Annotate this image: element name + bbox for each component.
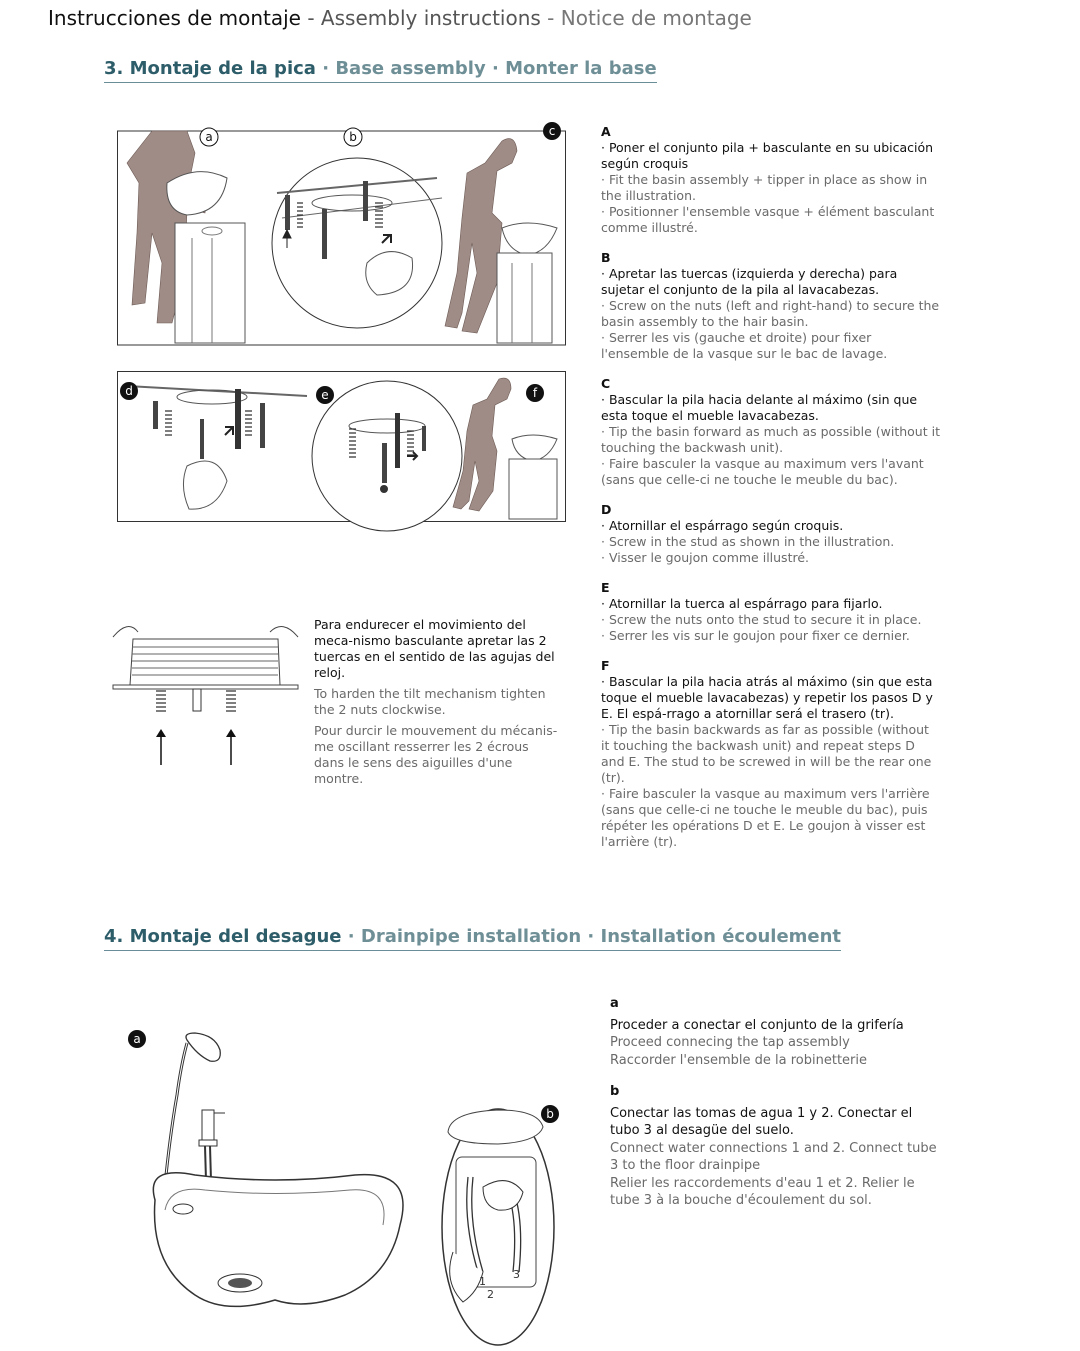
step-f-letter: F [601,658,610,673]
section3-title-primary: 3. Montaje de la pica [104,58,316,79]
tube-label-2: 2 [487,1288,494,1301]
section4-title-secondary: · Drainpipe installation · Installation écoulement [347,926,842,947]
step-e-en: · Screw the nuts onto the stud to secure it in place. [601,612,922,627]
step-d-en: · Screw in the stud as shown in the illustration. [601,534,895,549]
step-e-es: · Atornillar la tuerca al espárrago para fijarlo. [601,596,883,611]
drain-step-a [610,995,940,1069]
figure-label-c-text: c [548,124,556,138]
cabinet-a [175,223,245,343]
step-c-es: · Bascular la pila hacia delante al máximo (sin que esta toque el mueble lavacabezas. [601,392,918,423]
figure-label-d [120,382,138,400]
header-title-en: - Assembly instructions [307,6,541,30]
note-es: Para endurecer el movimiento del meca-nismo basculante apretar las 2 tuercas en el sentido de las agujas del reloj. [314,617,555,680]
step-a [601,124,941,236]
figure-def [117,371,567,526]
figure-label-f-text: f [532,386,538,400]
drain-step-b-en: Connect water connections 1 and 2. Connect tube 3 to the floor drainpipe [610,1140,937,1173]
basin-illustration [153,1173,403,1307]
mechanism-note [314,617,559,792]
step-c-letter: C [601,376,611,391]
step-a-en: · Fit the basin assembly + tipper in place as show in the illustration. [601,172,928,203]
cabinet-f [509,459,557,519]
step-c [601,376,941,488]
step-a-es: · Poner el conjunto pila + basculante en su ubicación según croquis [601,140,934,171]
figure-label-e-text: e [321,388,329,402]
step-f-en: · Tip the basin backwards as far as possible (without it touching the backwash unit) and repeat steps D and E. The stud to be screwed in will be the rear one (tr). [601,722,932,785]
figure-drain-detail [438,1102,568,1347]
figure-label-f [526,384,544,402]
detail-circle-b [272,158,442,328]
step-a-fr: · Positionner l'ensemble vasque + élément basculant comme illustré. [601,204,935,235]
drain-step-a-fr: Raccorder l'ensemble de la robinetterie [610,1052,868,1068]
figure-label-b [344,128,362,146]
step-f-fr: · Faire basculer la vasque au maximum vers l'arrière (sans que celle-ci ne touche le meuble du bac), puis répéter les opérations D et E. Le goujon à visser est l'arrière (tr). [601,786,930,849]
page-header [48,6,752,30]
drain-step-b-letter: b [610,1084,620,1099]
figure-label-4a-text: a [133,1032,141,1046]
step-e [601,580,941,644]
section3-title [104,58,657,83]
step-c-fr: · Faire basculer la vasque au maximum vers l'avant (sans que celle-ci ne touche le meuble du bac). [601,456,924,487]
tube-label-3: 3 [513,1268,520,1281]
figure-label-4b [541,1105,559,1123]
figure-label-a [200,128,218,146]
figure-mechanism [108,617,308,767]
step-b-en: · Screw on the nuts (left and right-hand) to secure the basin assembly to the hair basin. [601,298,940,329]
figure-label-b-text: b [349,130,357,144]
step-b [601,250,941,362]
step-d-es: · Atornillar el espárrago según croquis. [601,518,844,533]
drain-steps [610,995,940,1210]
cabinet-c [497,253,552,343]
drain-step-b-es: Conectar las tomas de agua 1 y 2. Conectar el tubo 3 al desagüe del suelo. [610,1105,913,1138]
figure-tap-basin [125,1025,425,1325]
figure-abc [117,123,567,348]
figure-label-4b-text: b [546,1107,554,1121]
section4-title [104,926,841,951]
drain-step-a-es: Proceder a conectar el conjunto de la grifería [610,1017,904,1033]
tube-label-1: 1 [479,1275,486,1288]
section3-title-secondary: · Base assembly · Monter la base [322,58,657,79]
step-d [601,502,941,566]
step-d-fr: · Visser le goujon comme illustré. [601,550,810,565]
figure-label-e [316,386,334,404]
step-f-es: · Bascular la pila hacia atrás al máximo (sin que esta toque el mueble lavacabezas) y repetir los pasos D y E. El espá-rrago a atornillar será el trasero (tr). [601,674,933,721]
note-fr: Pour durcir le mouvement du mécanis-me oscillant resserrer les 2 écrous dans le sens des aiguilles d'une montre. [314,723,558,786]
figure-label-4a [128,1030,146,1048]
header-title-fr: - Notice de montage [547,6,752,30]
step-b-es: · Apretar las tuercas (izquierda y derecha) para sujetar el conjunto de la pila al lavacabezas. [601,266,898,297]
step-e-letter: E [601,580,610,595]
drain-step-b-fr: Relier les raccordements d'eau 1 et 2. Relier le tube 3 à la bouche d'écoulement du sol. [610,1175,915,1208]
figure-label-c [543,122,561,140]
step-d-letter: D [601,502,612,517]
step-b-fr: · Serrer les vis (gauche et droite) pour fixer l'ensemble de la vasque sur le bac de lavage. [601,330,888,361]
step-e-fr: · Serrer les vis sur le goujon pour fixer ce dernier. [601,628,910,643]
step-c-en: · Tip the basin forward as much as possible (without it touching the backwash unit). [601,424,940,455]
step-a-letter: A [601,124,611,139]
drain-step-b [610,1083,940,1210]
drain-step-a-letter: a [610,996,619,1011]
figure-label-a-text: a [205,130,213,144]
step-f [601,658,941,850]
figure-label-d-text: d [125,384,133,398]
steps-list [601,124,941,864]
header-title-es: Instrucciones de montaje [48,6,301,30]
drain-step-a-en: Proceed connecing the tap assembly [610,1035,850,1050]
section4-title-primary: 4. Montaje del desague [104,926,342,947]
step-b-letter: B [601,250,611,265]
note-en: To harden the tilt mechanism tighten the 2 nuts clockwise. [314,686,546,717]
